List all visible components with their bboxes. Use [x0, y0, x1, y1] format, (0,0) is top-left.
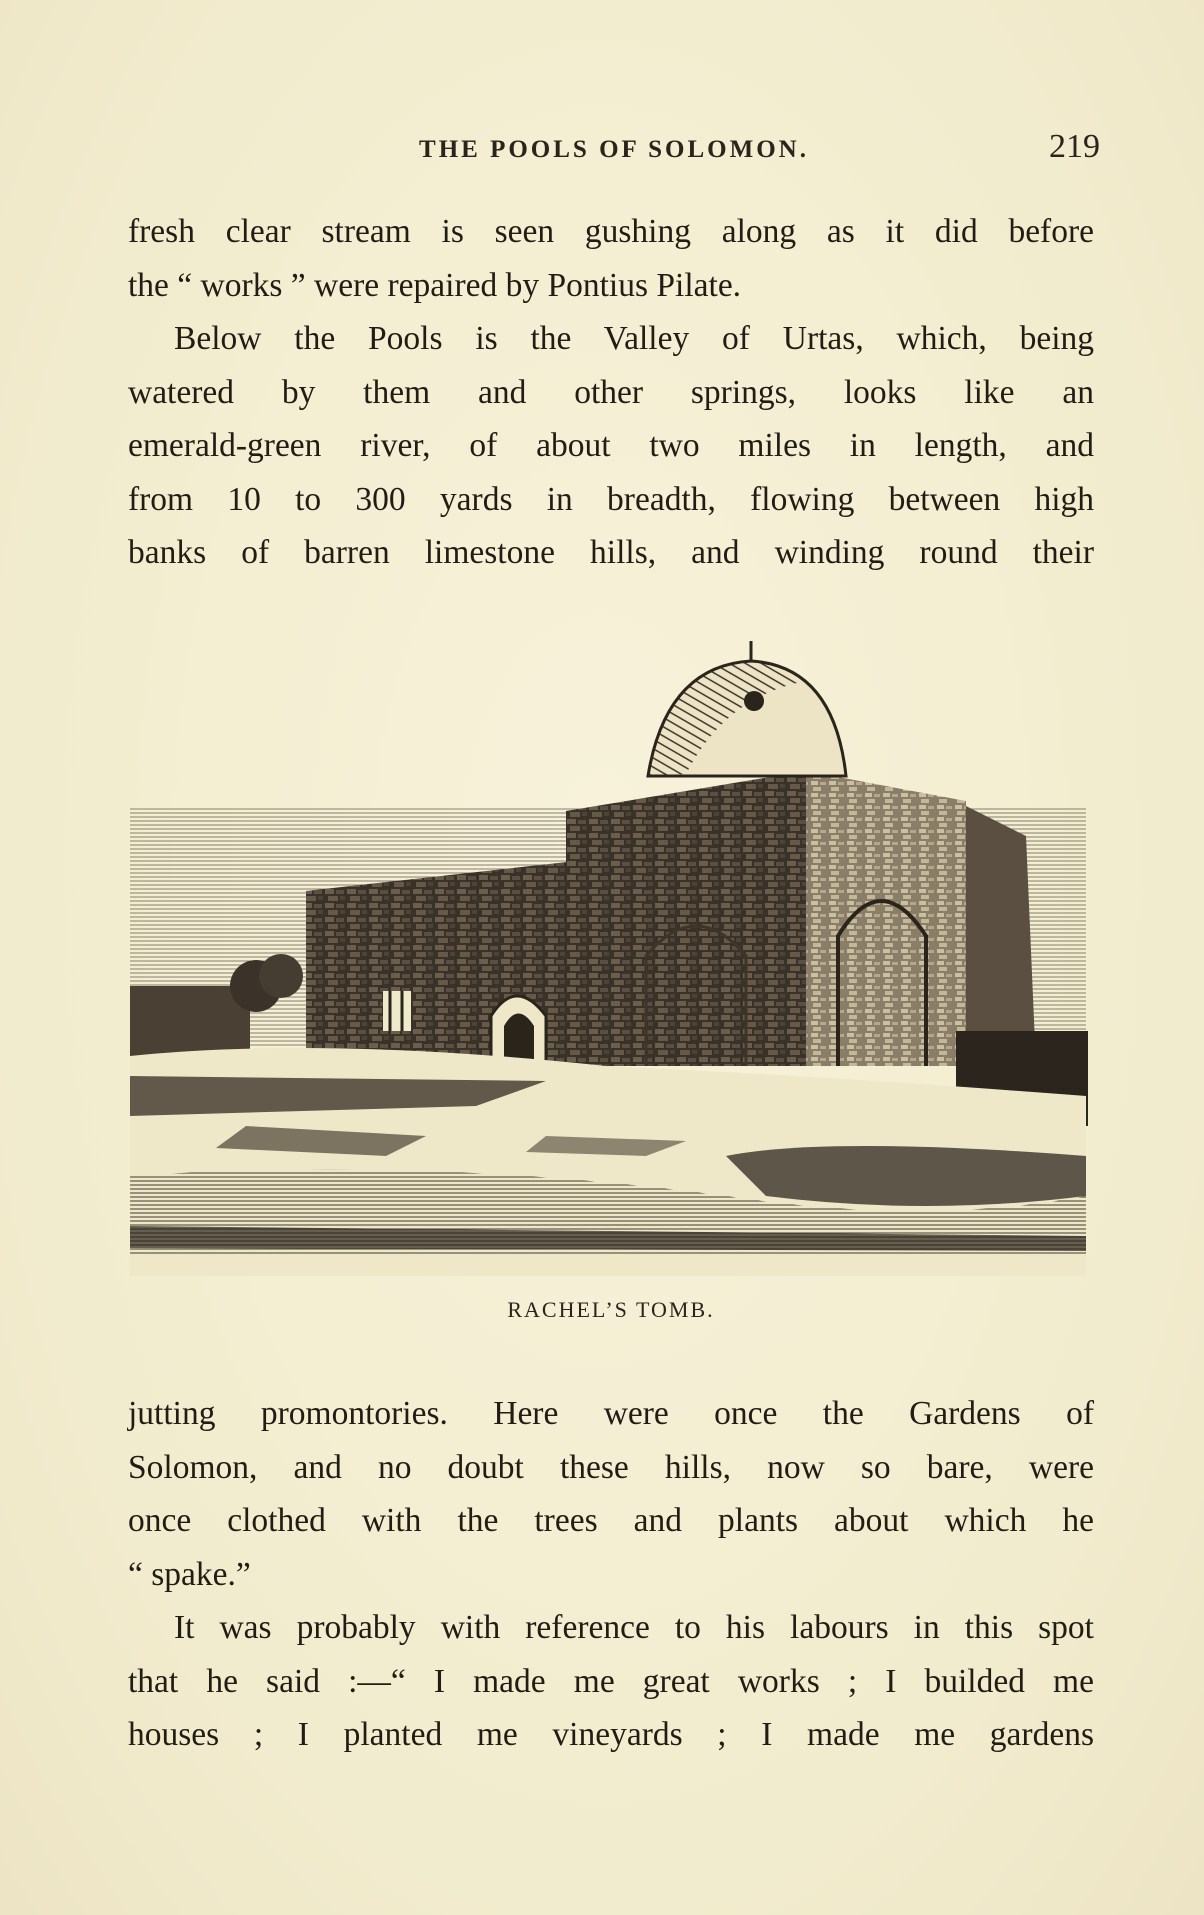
- text-line: the “ works ” were repaired by Pontius Pilate.: [128, 266, 742, 304]
- text-line: once clothed with the trees and plants about which he: [128, 1502, 1094, 1539]
- text-line: It was probably with reference to his labours in this spot: [174, 1609, 1094, 1646]
- paragraph-bottom: [128, 1387, 1094, 1762]
- main-block-side: [806, 771, 966, 1066]
- main-block: [566, 771, 806, 1066]
- running-title: THE POOLS OF SOLOMON.: [419, 136, 809, 163]
- text-line: from 10 to 300 yards in breadth, flowing between high: [128, 480, 1094, 518]
- text-line: fresh clear stream is seen gushing along as it did before: [128, 213, 1094, 250]
- text-line: watered by them and other springs, looks like an: [128, 373, 1094, 411]
- text-line: jutting promontories. Here were once the Gardens of: [128, 1395, 1094, 1432]
- figure-caption: RACHEL’S TOMB.: [507, 1297, 715, 1322]
- distant-wall: [130, 986, 250, 1056]
- ground: [130, 1048, 1086, 1276]
- rachels-tomb-engraving: [126, 636, 1090, 1276]
- text-line: Below the Pools is the Valley of Urtas, which, being: [174, 320, 1094, 357]
- text-line: Solomon, and no doubt these hills, now so bare, were: [128, 1448, 1094, 1486]
- text-line: that he said :—“ I made me great works ; I builded me: [128, 1662, 1094, 1700]
- text-line: “ spake.”: [128, 1555, 251, 1593]
- page-number: 219: [1049, 128, 1100, 165]
- paragraph-top: [128, 205, 1094, 580]
- page-header: [128, 128, 1100, 172]
- text-line: emerald-green river, of about two miles in length, and: [128, 427, 1094, 464]
- text-line: banks of barren limestone hills, and winding round their: [128, 534, 1094, 571]
- tree: [259, 954, 303, 998]
- text-line: houses ; I planted me vineyards ; I made me gardens: [128, 1716, 1094, 1753]
- right-wall: [966, 806, 1036, 1066]
- window: [383, 991, 411, 1031]
